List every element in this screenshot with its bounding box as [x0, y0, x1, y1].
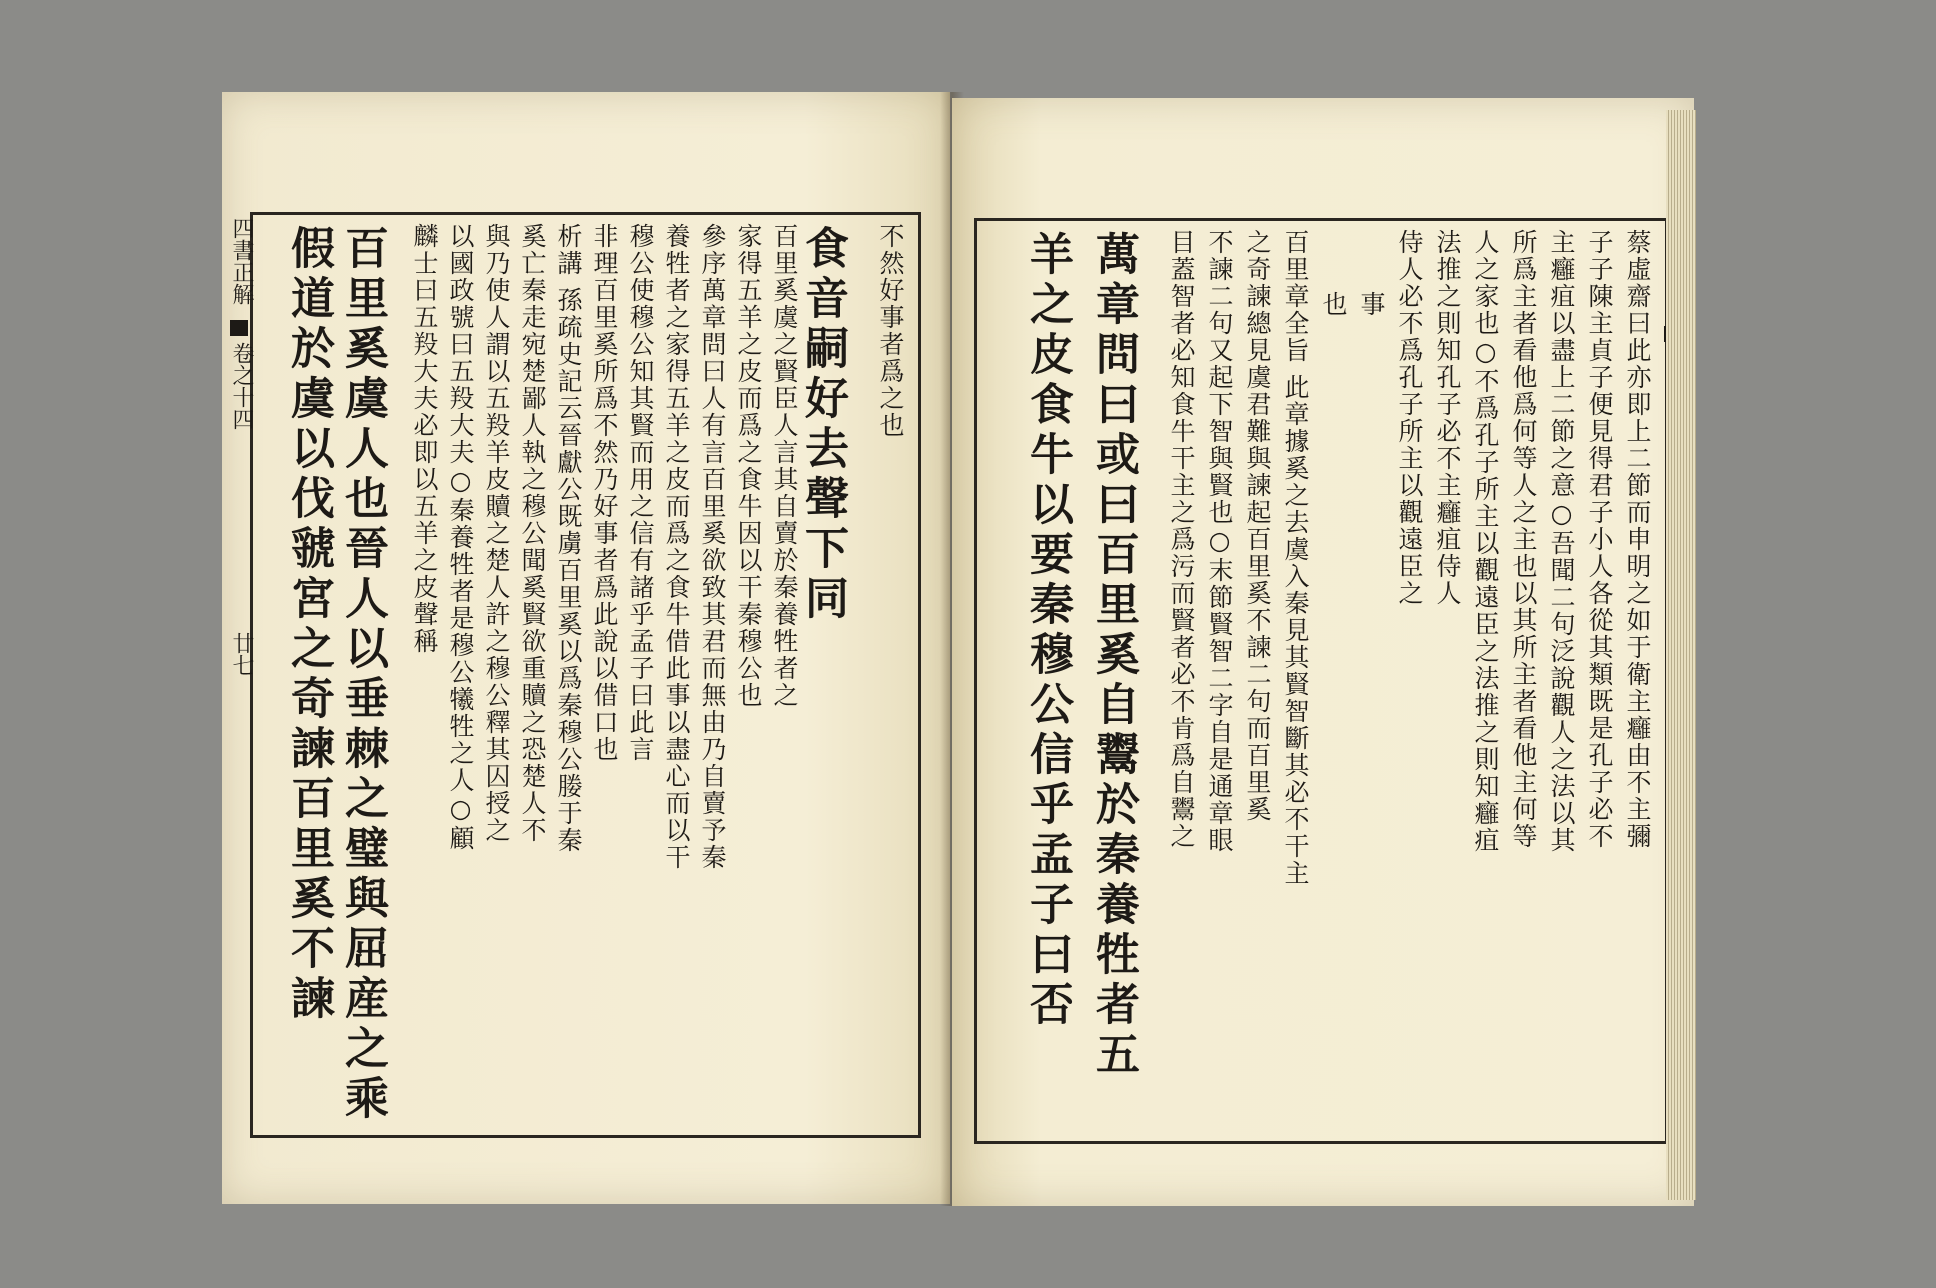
- left-col-9: 析講 孫疏史記云晉獻公既虜百里奚以爲秦穆公媵于秦: [554, 223, 583, 854]
- left-margin-volume: 卷之十四: [229, 342, 254, 430]
- right-col-15: 羊之皮食牛以要秦穆公信乎孟子曰否: [1022, 231, 1073, 1031]
- right-col-2: 子子陳主貞子便見得君子小人各從其類既是孔子必不: [1585, 229, 1614, 850]
- right-col-13: 目蓋智者必知食牛干主之爲污而賢者必不肯爲自鬻之: [1167, 229, 1196, 850]
- left-col-13: 麟士曰五羖大夫必即以五羊之皮聲稱: [410, 223, 439, 655]
- right-text-frame: [974, 218, 1668, 1144]
- left-col-12: 以國政號曰五羖大夫○秦養牲者是穆公犧牲之人○顧: [446, 223, 475, 852]
- left-col-5: 參序萬章問曰人有言百里奚欲致其君而無由乃自賣予秦: [698, 223, 727, 871]
- left-margin-mark: [230, 320, 248, 336]
- left-col-2: 食音嗣好去聲下同: [797, 225, 848, 625]
- right-col-12: 不諫二句又起下智與賢也○末節賢智二字自是通章眼: [1205, 229, 1234, 854]
- left-page: [222, 92, 950, 1204]
- left-col-14: 百里奚虞人也晉人以垂棘之璧與屈産之乘: [337, 225, 388, 1125]
- left-margin-folio: 廿七: [229, 632, 254, 676]
- left-col-6: 養牲者之家得五羊之皮而爲之食牛借此事以盡心而以干: [662, 223, 691, 871]
- right-col-11: 之奇諫總見虞君難與諫起百里奚不諫二句而百里奚: [1243, 229, 1272, 823]
- left-col-1: 不然好事者爲之也: [876, 223, 905, 439]
- right-col-3: 主癰疽以盡上二節之意○吾聞二句泛說觀人之法以其: [1547, 229, 1576, 854]
- left-col-4: 家得五羊之皮而爲之食牛因以干秦穆公也: [734, 223, 763, 709]
- left-text-frame: [250, 212, 921, 1138]
- right-col-1: 蔡虛齋曰此亦即上二節而申明之如于衛主癰由不主彌: [1623, 229, 1652, 850]
- right-col-4: 所爲主者看他爲何等人之主也以其所主者看他主何等: [1509, 229, 1538, 850]
- right-col-5: 人之家也○不爲孔子所主以觀遠臣之法推之則知癰疽: [1471, 229, 1500, 854]
- left-col-15: 假道於虞以伐虢宮之奇諫百里奚不諫: [283, 225, 334, 1025]
- left-col-7: 穆公使穆公知其賢而用之信有諸乎孟子曰此言: [626, 223, 655, 763]
- left-col-11: 與乃使人謂以五羖羊皮贖之楚人許之穆公釋其囚授之: [482, 223, 511, 844]
- left-margin-title: 四書正解: [229, 217, 254, 305]
- left-col-8: 非理百里奚所爲不然乃好事者爲此說以借口也: [590, 223, 619, 763]
- right-col-10: 百里章全旨 此章據奚之去虞入秦見其賢智斷其必不干主: [1281, 229, 1310, 887]
- left-col-10: 奚亡秦走宛楚鄙人執之穆公聞奚賢欲重贖之恐楚人不: [518, 223, 547, 844]
- right-col-6: 法推之則知孔子必不主癰疽侍人: [1433, 229, 1462, 607]
- page-edges: [1666, 110, 1696, 1200]
- right-col-8: 事: [1357, 291, 1386, 318]
- right-col-7: 侍人必不爲孔子所主以觀遠臣之: [1395, 229, 1424, 607]
- right-col-9: 也: [1319, 291, 1348, 318]
- left-col-3: 百里奚虞之賢臣人言其自賣於秦養牲者之: [770, 223, 799, 709]
- right-page: [952, 98, 1694, 1206]
- right-col-14: 萬章問曰或曰百里奚自鬻於秦養牲者五: [1088, 231, 1139, 1081]
